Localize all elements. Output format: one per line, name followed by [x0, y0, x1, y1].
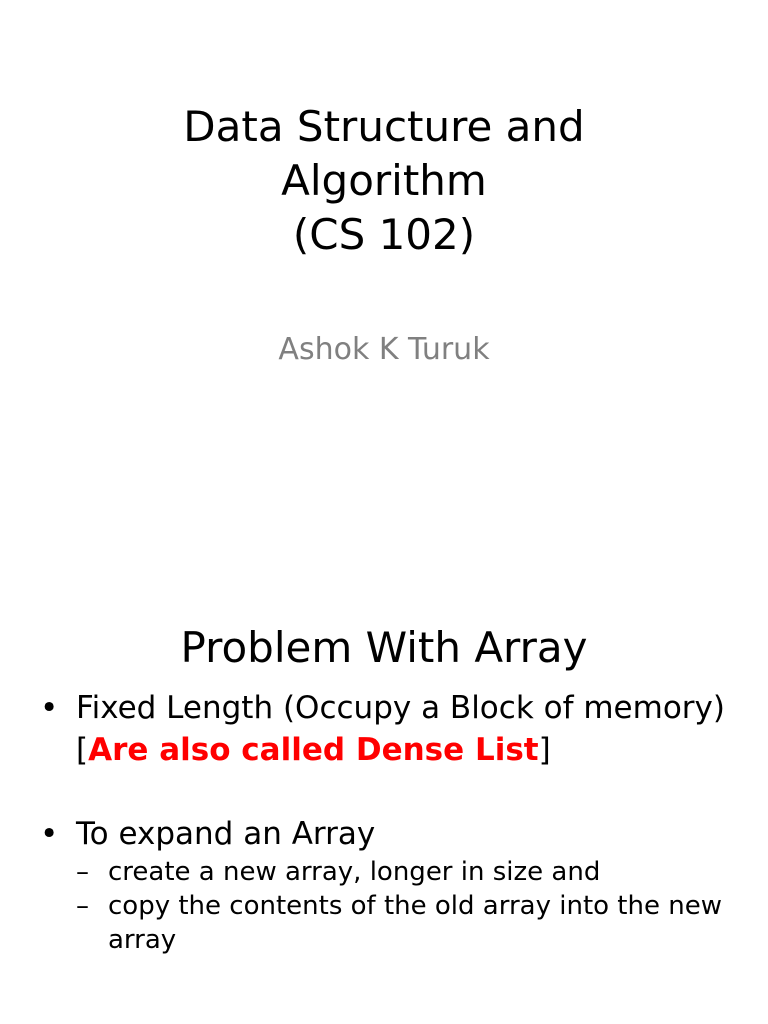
bullet-item	[40, 813, 730, 957]
bullet-item	[40, 687, 730, 771]
bullet-marker: •	[40, 816, 59, 852]
bullet-text: ]	[538, 732, 551, 768]
bullet-text: To expand an Array	[76, 816, 376, 852]
bullet-text: Fixed Length (Occupy a Block of memory) [	[76, 690, 725, 768]
sub-list	[76, 855, 730, 957]
content-slide	[0, 512, 768, 1024]
bullet-list	[40, 687, 730, 957]
bullet-marker: •	[40, 690, 59, 726]
slide-title	[0, 100, 768, 262]
author-name: Ashok K Turuk	[278, 332, 490, 367]
sub-text: create a new array, longer in size and	[108, 857, 601, 887]
highlighted-text: Are also called Dense List	[88, 732, 539, 768]
sub-marker: –	[76, 891, 89, 921]
sub-text: copy the contents of the old array into the new array	[108, 891, 722, 955]
sub-marker: –	[76, 857, 89, 887]
slide-title: Problem With Array	[180, 623, 588, 672]
sub-item	[76, 889, 730, 957]
sub-item	[76, 855, 730, 889]
title-line: (CS 102)	[292, 210, 476, 259]
title-line: Algorithm	[281, 156, 487, 205]
title-line: Data Structure and	[183, 102, 585, 151]
